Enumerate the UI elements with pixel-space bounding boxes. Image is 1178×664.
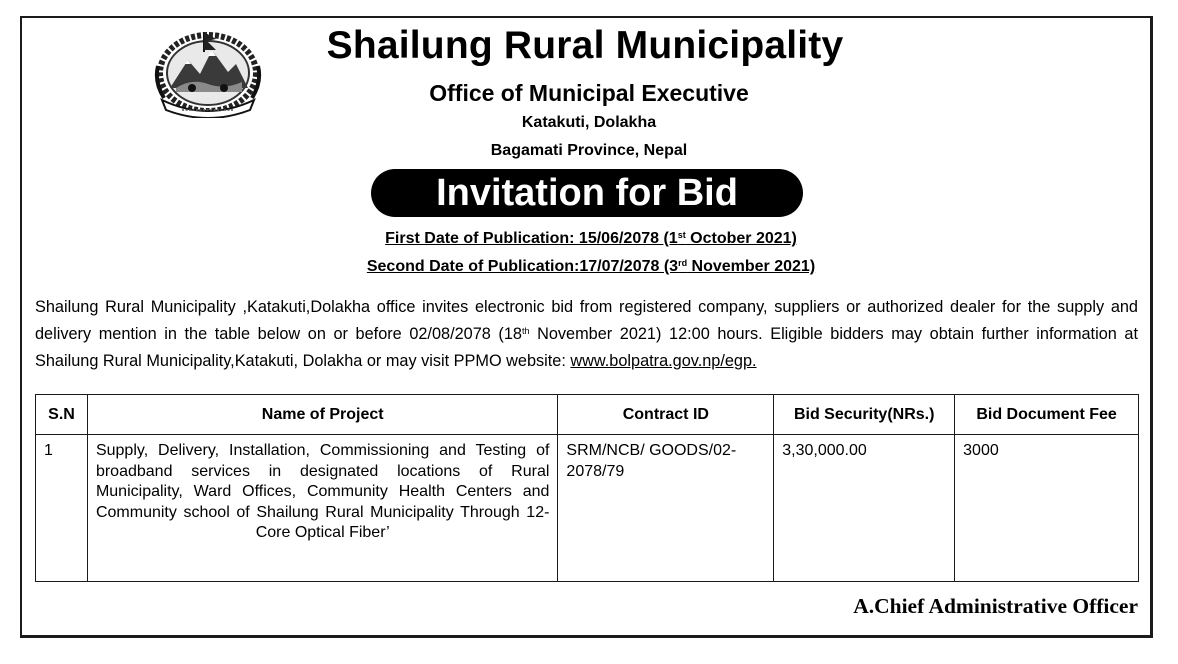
second-publication-date bbox=[2, 258, 1178, 276]
notice-paragraph bbox=[35, 294, 1138, 375]
ppmo-website-link[interactable]: www.bolpatra.gov.np/egp. bbox=[570, 352, 757, 370]
cell-contract-id: SRM/NCB/ GOODS/02-2078/79 bbox=[558, 435, 774, 582]
address-line-1: Katakuti, Dolakha bbox=[521, 114, 657, 131]
office-name: Office of Municipal Executive bbox=[429, 80, 749, 106]
bid-table bbox=[35, 394, 1139, 582]
municipality-title: Shailung Rural Municipality bbox=[326, 24, 844, 67]
header-bid-security: Bid Security(NRs.) bbox=[774, 395, 955, 435]
table-row bbox=[36, 435, 1139, 582]
cell-project-name: Supply, Delivery, Installation, Commissioning and Testing of broadband services in designated locations of Rural Municipality, Ward Offices, Community Health Centers and Community school of Shailung Rural Municipality Through 12-Core Optical Fiber’ bbox=[87, 435, 557, 582]
notice-text-part1: Shailung Rural Municipality ,Katakuti,Dolakha office invites electronic bid from registered company, suppliers or authorized dealer for the supply and delivery mention in the table below on or before 02/08/2078 (18 bbox=[35, 298, 1138, 343]
notice-text-part2: November 2021) 12:00 hours. Eligible bidders may obtain further information at Shailung Rural Municipality,Katakuti, Dolakha or may visit PPMO website: bbox=[35, 325, 1138, 370]
header-document-fee: Bid Document Fee bbox=[955, 395, 1139, 435]
first-publication-sup: st bbox=[677, 230, 686, 240]
invitation-banner: Invitation for Bid bbox=[371, 169, 803, 217]
second-publication-rest: November 2021) bbox=[687, 258, 816, 275]
first-publication-label: First Date of Publication: 15/06/2078 (1 bbox=[385, 230, 678, 247]
header-sn: S.N bbox=[36, 395, 88, 435]
address-line-2: Bagamati Province, Nepal bbox=[490, 142, 688, 159]
cell-sn: 1 bbox=[36, 435, 88, 582]
second-publication-sup: rd bbox=[678, 258, 688, 268]
second-publication-label: Second Date of Publication:17/07/2078 (3 bbox=[366, 258, 679, 275]
header-project-name: Name of Project bbox=[87, 395, 557, 435]
first-publication-rest: October 2021) bbox=[685, 230, 797, 247]
first-publication-date bbox=[2, 230, 1178, 248]
table-header-row bbox=[36, 395, 1139, 435]
cell-bid-security: 3,30,000.00 bbox=[774, 435, 955, 582]
cell-document-fee: 3000 bbox=[955, 435, 1139, 582]
signature-officer: A.Chief Administrative Officer bbox=[853, 594, 1138, 618]
header-contract-id: Contract ID bbox=[558, 395, 774, 435]
notice-text-sup: th bbox=[521, 326, 530, 336]
